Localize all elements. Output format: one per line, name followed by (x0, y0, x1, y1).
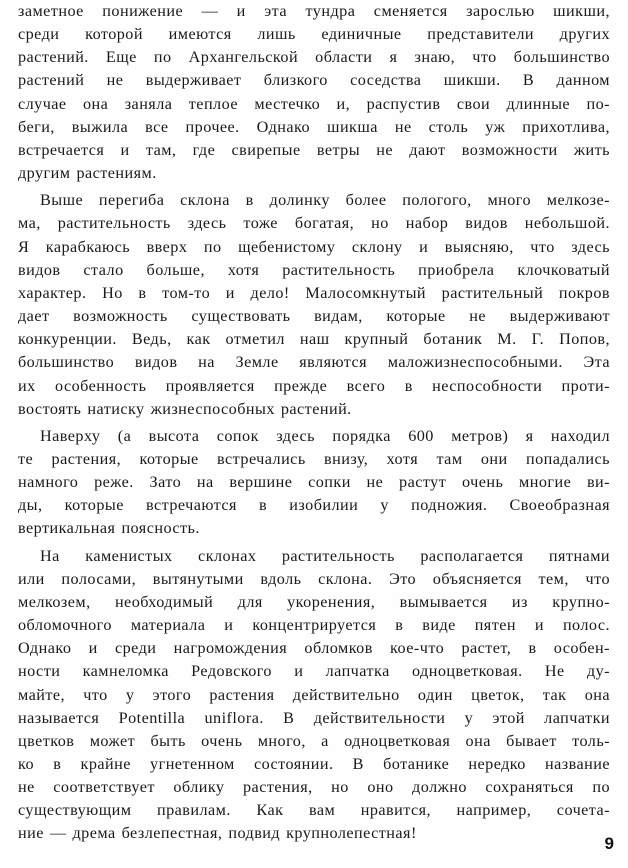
text-line: заметное понижение — и эта тундра сменяется зарослью шикши, (18, 2, 610, 20)
text-line: встречается и там, где свирепые ветры не дают возможности жить (18, 140, 610, 159)
text-line: не соответствует облику растения, но оно должно сохраняться по (18, 778, 610, 797)
text-line: среди которой имеются лишь единичные представители других (18, 25, 610, 44)
text-line: видов стало больше, хотя растительность приобрела клочковатый (18, 260, 610, 279)
paragraph (18, 425, 610, 541)
text-line: те растения, которые встречались внизу, хотя там они попадались (18, 449, 610, 468)
text-line: ко в крайне угнетенном состоянии. В ботанике нередко название (18, 755, 610, 773)
paragraph (18, 0, 610, 185)
text-line: На каменистых склонах растительность располагается пятнами (40, 546, 610, 565)
text-line: востоять натиску жизнеспособных растений. (18, 399, 352, 418)
text-line: большинство видов на Земле являются маложизнеспособными. Эта (18, 353, 610, 372)
text-line: дает возможность существовать видам, которые не выдерживают (18, 307, 610, 326)
text-line: другим растениям. (18, 164, 157, 183)
text-line: намного реже. Зато на вершине сопки не растут очень многие ви- (18, 473, 610, 492)
text-line: характер. Но в том-то и дело! Малосомкнутый растительный покров (18, 283, 610, 302)
text-line: ды, которые встречаются в изобилии у подножия. Своеобразная (18, 496, 610, 515)
paragraph (18, 545, 610, 846)
page-number: 9 (604, 834, 614, 853)
text-line: ности камнеломка Редовского и лапчатка одноцветковая. Не ду- (18, 662, 610, 681)
text-line: обломочного материала и концентрируется в виде пятен и полос. (18, 616, 610, 635)
text-line: называется Potentilla uniflora. В действительности у этой лапчатки (18, 708, 610, 727)
text-line: цветков может быть очень много, а одноцветковая она бывает толь- (18, 731, 610, 750)
text-line: мелкозем, необходимый для укоренения, вымывается из крупно- (18, 592, 610, 611)
text-column (18, 0, 610, 846)
text-line: конкуренции. Ведь, как отметил наш крупный ботаник М. Г. Попов, (18, 330, 610, 349)
text-line: вертикальная поясность. (18, 519, 200, 538)
text-line: Наверху (а высота сопок здесь порядка 600 метров) я находил (40, 426, 610, 445)
text-line: Однако и среди нагромождения обломков кое-что растет, в особен- (18, 639, 610, 658)
text-line: майте, что у этого растения действительно один цветок, так она (18, 685, 610, 704)
text-line: случае она заняла теплое местечко и, распустив свои длинные по- (18, 94, 610, 113)
text-line: или полосами, вытянутыми вдоль склона. Это объясняется тем, что (18, 569, 610, 588)
text-line: существующим правилам. Как вам нравится, например, сочета- (18, 801, 610, 820)
text-line: их особенность проявляется прежде всего в неспособности проти- (18, 376, 610, 395)
text-line: растений не выдерживает близкого соседства шикши. В данном (18, 71, 610, 90)
text-line: беги, выжила все прочее. Однако шикша не столь уж прихотлива, (18, 117, 610, 136)
text-line: растений. Еще по Архангельской области я знаю, что большинство (18, 48, 610, 67)
text-line: ма, растительность здесь тоже богатая, но набор видов небольшой. (18, 214, 610, 233)
text-line: Выше перегиба склона в долинку более пологого, много мелкозе- (40, 191, 610, 210)
text-line: ние — дрема безлепестная, подвид крупнолепестная! (18, 824, 417, 843)
text-line: Я карабкаюсь вверх по щебенистому склону и выясняю, что здесь (18, 237, 610, 256)
paragraph (18, 189, 610, 421)
